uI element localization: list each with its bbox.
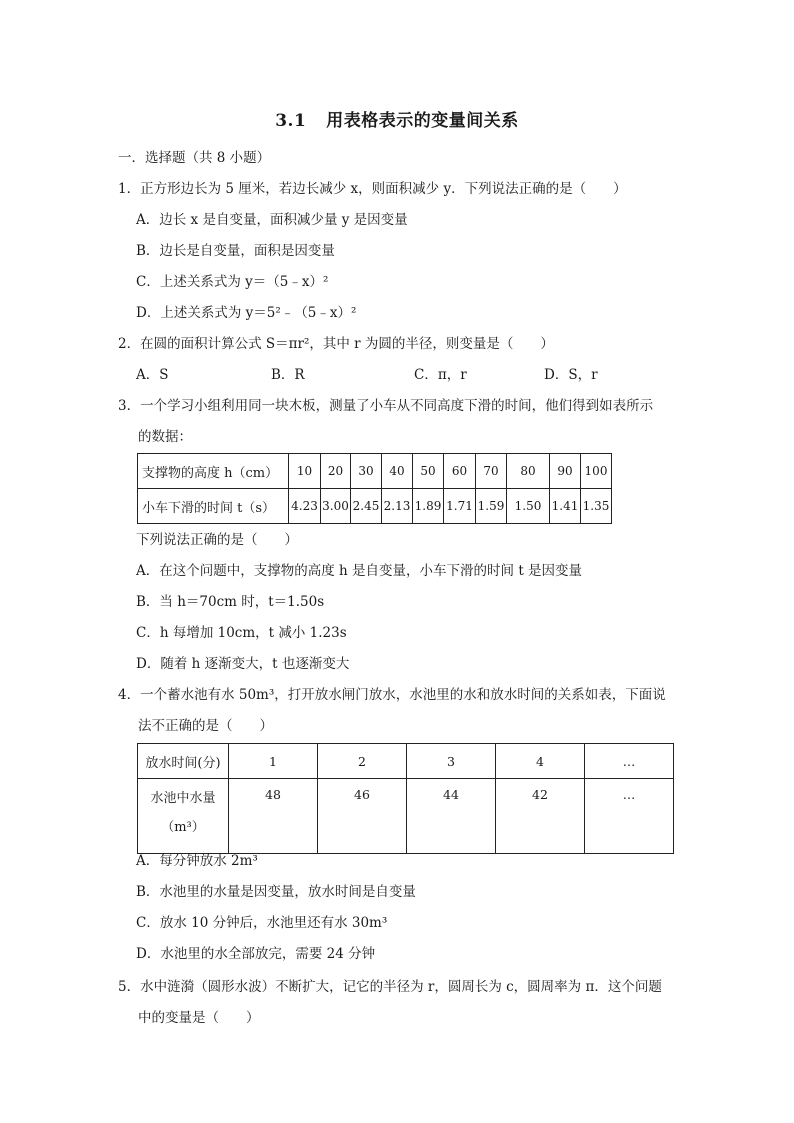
page-title [0,106,794,131]
q4-option-a: A．每分钟放水 2m³ [136,853,258,869]
table-cell: 1.50 [507,489,550,524]
q3-option-d: D．随着 h 逐渐变大，t 也逐渐变大 [136,656,350,672]
table-cell: 1.41 [550,489,581,524]
q5-stem-line1: 5．水中涟漪（圆形水波）不断扩大，记它的半径为 r，圆周长为 c，圆周率为 π．这个问题 [118,979,662,995]
q3-option-a: A．在这个问题中，支撑物的高度 h 是自变量，小车下滑的时间 t 是因变量 [136,563,583,579]
q3-data-table [137,453,612,524]
q1-stem: 1．正方形边长为 5 厘米，若边长减少 x，则面积减少 y．下列说法正确的是（ ） [118,181,627,197]
table-cell: … [585,744,674,779]
table-cell: 2 [318,744,407,779]
q1-option-a: A．边长 x 是自变量，面积减少量 y 是因变量 [136,212,408,228]
q3-option-b: B．当 h＝70cm 时，t＝1.50s [136,594,325,610]
q4-option-b: B．水池里的水量是因变量，放水时间是自变量 [136,884,416,900]
table-row-header: 支撑物的高度 h（cm） [138,454,289,489]
table-row-header: 小车下滑的时间 t（s） [138,489,289,524]
q3-stem-line1: 3．一个学习小组利用同一块木板，测量了小车从不同高度下滑的时间，他们得到如表所示 [118,398,654,414]
section-heading: 一．选择题（共 8 小题） [118,150,271,166]
table-row-header [138,779,229,854]
q2-stem: 2．在圆的面积计算公式 S＝πr²，其中 r 为圆的半径，则变量是（ ） [118,336,554,352]
table-cell: 100 [581,454,612,489]
table-cell: 1.71 [444,489,476,524]
q4-option-c: C．放水 10 分钟后，水池里还有水 30m³ [136,915,388,931]
table-cell: 40 [382,454,413,489]
q2-option-c: C．π，r [414,367,467,383]
table-row [138,744,674,779]
table-cell: 80 [507,454,550,489]
table-cell: 20 [321,454,351,489]
table-cell: 60 [444,454,476,489]
table-cell: 30 [351,454,382,489]
q2-option-b: B．R [271,367,305,383]
table-cell: 4 [496,744,585,779]
table-cell: 90 [550,454,581,489]
table-cell: 10 [289,454,321,489]
table-cell: 46 [318,779,407,854]
table-cell: 50 [413,454,444,489]
table-cell: 1.35 [581,489,612,524]
table-cell: 4.23 [289,489,321,524]
q3-stem-line2: 的数据： [138,429,192,445]
q2-option-d: D．S，r [544,367,598,383]
q1-option-c: C．上述关系式为 y＝（5﹣x）² [136,274,329,290]
table-cell: 2.45 [351,489,382,524]
table-cell: 2.13 [382,489,413,524]
table-row [138,779,674,854]
table-cell: 3 [407,744,496,779]
q4-data-table [137,743,674,854]
table-cell: 1 [229,744,318,779]
table-row-header-line1: 水池中水量 [150,791,216,806]
q4-option-d: D．水池里的水全部放完，需要 24 分钟 [136,946,376,962]
q4-stem-line2: 法不正确的是（ ） [138,718,273,734]
title-text: 用表格表示的变量间关系 [326,111,519,131]
table-cell: … [585,779,674,854]
table-cell: 70 [476,454,507,489]
table-row-header-line2: （m³） [161,820,205,835]
table-cell: 42 [496,779,585,854]
title-number: 3.1 [275,111,307,131]
q3-option-c: C．h 每增加 10cm，t 减小 1.23s [136,625,347,641]
q4-stem-line1: 4．一个蓄水池有水 50m³，打开放水闸门放水，水池里的水和放水时间的关系如表，下面说 [118,687,666,703]
table-row [138,489,612,524]
q3-after-table: 下列说法正确的是（ ） [136,532,298,548]
table-cell: 44 [407,779,496,854]
q1-option-b: B．边长是自变量，面积是因变量 [136,243,335,259]
q2-option-a: A．S [136,367,169,383]
q1-option-d: D．上述关系式为 y＝5²﹣（5﹣x）² [136,305,357,321]
table-row-header: 放水时间(分) [138,744,229,779]
table-cell: 48 [229,779,318,854]
table-cell: 1.89 [413,489,444,524]
q5-stem-line2: 中的变量是（ ） [138,1010,260,1026]
table-cell: 3.00 [321,489,351,524]
table-cell: 1.59 [476,489,507,524]
table-row [138,454,612,489]
